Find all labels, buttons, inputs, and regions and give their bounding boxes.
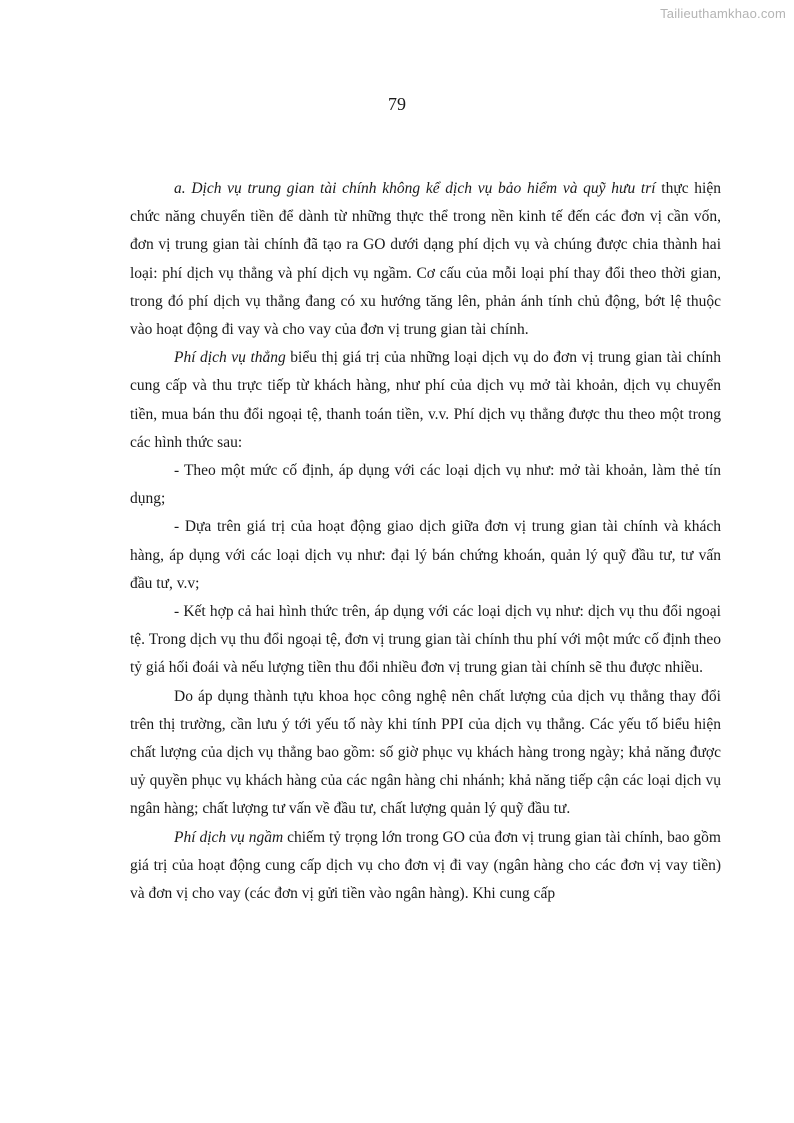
page-number: 79 [388, 94, 406, 114]
paragraph-text: Do áp dụng thành tựu khoa học công nghệ nên chất lượng của dịch vụ thẳng thay đổi trên thị trường, cần lưu ý tới yếu tố này khi tính PPI của dịch vụ thẳng. Các yếu tố biểu hiện chất lượng của dịch vụ thẳng bao gồm: số giờ phục vụ khách hàng trong ngày; khả năng được uỷ quyền phục vụ khách hàng của các ngân hàng chi nhánh; khả năng tiếp cận các loại dịch vụ ngân hàng; chất lượng tư vấn về đầu tư, chất lượng quản lý quỹ đầu tư. [130, 687, 721, 818]
paragraph-lead-italic: Phí dịch vụ ngầm [174, 828, 284, 846]
paragraph-text: chiếm tỷ trọng lớn trong GO của đơn vị trung gian tài chính, bao gồm giá trị của hoạt động cung cấp dịch vụ cho đơn vị đi vay (ngân hàng cho các đơn vị vay tiền) và đơn vị cho vay (các đơn vị gửi tiền vào ngân hàng). Khi cung cấp [130, 828, 721, 903]
paragraph-lead-italic: a. Dịch vụ trung gian tài chính không kể dịch vụ bảo hiểm và quỹ hưu trí [174, 180, 656, 197]
paragraph-text: - Dựa trên giá trị của hoạt động giao dịch giữa đơn vị trung gian tài chính và khách hàng, áp dụng với các loại dịch vụ như: đại lý bán chứng khoán, quản lý quỹ đầu tư, tư vấn đầu tư, v.v; [130, 518, 721, 592]
paragraph-text: thực hiện chức năng chuyển tiền để dành từ những thực thể trong nền kinh tế đến các đơn vị cần vốn, đơn vị trung gian tài chính đã tạo ra GO dưới dạng phí dịch vụ và chúng được chia thành hai loại: phí dịch vụ thẳng và phí dịch vụ ngầm. Cơ cấu của mỗi loại phí thay đổi theo thời gian, trong đó phí dịch vụ thẳng đang có xu hướng tăng lên, phản ánh tính chủ động, bớt lệ thuộc vào hoạt động đi vay và cho vay của đơn vị trung gian tài chính. [130, 180, 721, 339]
paragraph-text: - Theo một mức cố định, áp dụng với các loại dịch vụ như: mở tài khoản, làm thẻ tín dụng; [130, 462, 721, 508]
watermark: Tailieuthamkhao.com [660, 6, 786, 21]
list-item-combined [130, 598, 721, 683]
paragraph-text: biểu thị giá trị của những loại dịch vụ do đơn vị trung gian tài chính cung cấp và thu trực tiếp từ khách hàng, như phí của dịch vụ mở tài khoản, dịch vụ chuyển tiền, mua bán thu đổi ngoại tệ, thanh toán tiền, v.v. Phí dịch vụ thẳng được thu theo một trong các hình thức sau: [130, 349, 722, 451]
paragraph-direct-service-fee [130, 344, 721, 457]
body-text [130, 175, 721, 908]
paragraph-financial-intermediation [130, 175, 721, 344]
paragraph-text: - Kết hợp cả hai hình thức trên, áp dụng với các loại dịch vụ như: dịch vụ thu đổi ngoại tệ. Trong dịch vụ thu đổi ngoại tệ, đơn vị trung gian tài chính thu phí với một mức cố định theo tỷ giá hối đoái và nếu lượng tiền thu đổi nhiều đơn vị trung gian tài chính sẽ thu được nhiều. [130, 603, 721, 677]
list-item-transaction-value [130, 513, 721, 598]
paragraph-implicit-service-fee [130, 824, 721, 909]
paragraph-quality-factors [130, 683, 721, 824]
paragraph-lead-italic: Phí dịch vụ thẳng [174, 349, 286, 367]
list-item-fixed-rate [130, 457, 721, 513]
